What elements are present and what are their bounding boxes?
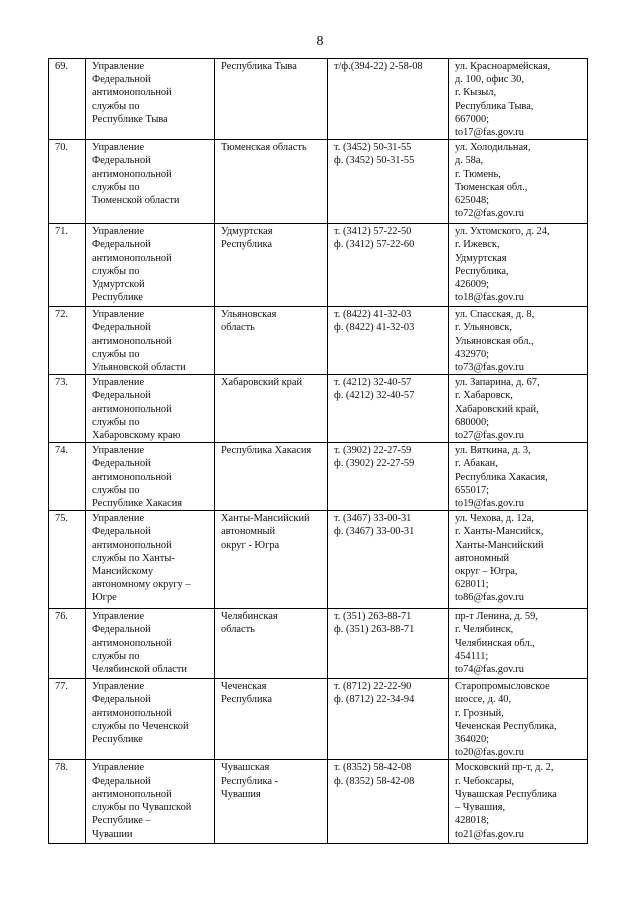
table-row (49, 140, 588, 224)
cell-line: службы по Ханты- (92, 552, 175, 564)
cell-line: ф. (351) 263-88-71 (334, 624, 415, 636)
table-row (49, 224, 588, 307)
cell-line: Федеральной (92, 239, 151, 251)
cell-line: антимонопольной (92, 87, 172, 99)
cell-line: to73@fas.gov.ru (455, 362, 524, 374)
cell-line: службы по (92, 348, 140, 360)
cell-line: область (221, 624, 255, 636)
cell-line: автономный (455, 552, 510, 564)
cell-line: 655017; (455, 484, 490, 496)
cell-line: т. (351) 263-88-71 (334, 611, 412, 623)
cell-line: Республике Хакасия (92, 498, 183, 510)
table-row (49, 59, 588, 140)
cell-line: Управление (92, 61, 145, 72)
row-number: 74. (49, 443, 86, 511)
cell-line: to72@fas.gov.ru (455, 208, 524, 220)
cell-line: to17@fas.gov.ru (455, 127, 524, 139)
phone-cell (328, 760, 449, 844)
cell-line: Чувашии (92, 828, 133, 840)
cell-line: Старопромысловское (455, 681, 550, 693)
cell-line: шоссе, д. 40, (455, 694, 512, 706)
cell-line: г. Грозный, (455, 707, 504, 719)
phone-cell (328, 443, 449, 511)
region-cell (215, 760, 328, 844)
cell-line: службы по (92, 265, 140, 277)
cell-line: to18@fas.gov.ru (455, 292, 524, 304)
phone-cell (328, 59, 449, 140)
organization-cell (86, 679, 215, 760)
cell-line: Управление (92, 309, 145, 321)
cell-line: ф. (3412) 57-22-60 (334, 239, 415, 251)
row-number: 70. (49, 140, 86, 224)
table-body (49, 59, 588, 844)
cell-line: Удмуртская (455, 252, 507, 264)
table-row (49, 307, 588, 375)
region-cell (215, 375, 328, 443)
table-row (49, 679, 588, 760)
cell-line: автономный (221, 526, 276, 538)
organization-cell (86, 307, 215, 375)
cell-line: округ – Югра, (455, 566, 518, 578)
cell-line: Республика (221, 239, 273, 251)
cell-line: ул. Красноармейская, (455, 61, 551, 72)
cell-line: Федеральной (92, 322, 151, 334)
cell-line: Ульяновской области (92, 362, 186, 374)
cell-line: to19@fas.gov.ru (455, 498, 524, 510)
cell-line: Управление (92, 445, 145, 457)
cell-line: Югре (92, 592, 117, 604)
cell-line: антимонопольной (92, 252, 172, 264)
cell-line: 426009; (455, 279, 490, 291)
cell-line: Республика Тыва, (455, 100, 534, 112)
phone-cell (328, 307, 449, 375)
cell-line: антимонопольной (92, 168, 172, 180)
cell-line: службы по Чувашской (92, 802, 192, 814)
cell-line: Управление (92, 611, 145, 623)
cell-line: Челябинская (221, 611, 278, 623)
cell-line: антимонопольной (92, 471, 172, 483)
region-cell (215, 511, 328, 609)
table-row (49, 375, 588, 443)
organization-cell (86, 443, 215, 511)
address-cell (449, 224, 588, 307)
address-cell (449, 375, 588, 443)
address-cell (449, 443, 588, 511)
cell-line: Республике – (92, 815, 151, 827)
address-cell (449, 140, 588, 224)
row-number: 78. (49, 760, 86, 844)
row-number: 77. (49, 679, 86, 760)
cell-line: Республике (92, 292, 143, 304)
phone-cell (328, 375, 449, 443)
cell-line: Чеченская (221, 681, 267, 693)
cell-line: 428018; (455, 815, 490, 827)
cell-line: Республика (221, 694, 273, 706)
cell-line: автономному округу – (92, 579, 191, 591)
cell-line: to86@fas.gov.ru (455, 592, 524, 604)
organization-cell (86, 609, 215, 679)
cell-line: Управление (92, 681, 145, 693)
cell-line: Чувашская (221, 762, 270, 774)
cell-line: Тюменской области (92, 195, 180, 207)
cell-line: округ - Югра (221, 539, 280, 551)
cell-line: Мансийскому (92, 566, 154, 578)
phone-cell (328, 679, 449, 760)
organization-cell (86, 375, 215, 443)
address-cell (449, 760, 588, 844)
cell-line: службы по (92, 416, 140, 428)
address-cell (449, 307, 588, 375)
row-number: 75. (49, 511, 86, 609)
phone-cell (328, 609, 449, 679)
cell-line: г. Абакан, (455, 458, 498, 470)
cell-line: ф. (4212) 32-40-57 (334, 390, 415, 402)
address-cell (449, 609, 588, 679)
cell-line: Ханты-Мансийский (455, 539, 544, 551)
address-cell (449, 679, 588, 760)
region-cell (215, 140, 328, 224)
cell-line: to74@fas.gov.ru (455, 664, 524, 676)
cell-line: ф. (3902) 22-27-59 (334, 458, 415, 470)
organization-cell (86, 760, 215, 844)
cell-line: службы по (92, 650, 140, 662)
cell-line: to20@fas.gov.ru (455, 747, 524, 759)
cell-line: г. Ульяновск, (455, 322, 513, 334)
cell-line: Хабаровский край (221, 377, 303, 389)
cell-line: Хабаровскому краю (92, 430, 181, 442)
cell-line: д. 100, офис 30, (455, 74, 524, 86)
cell-line: ф. (8422) 41-32-03 (334, 322, 415, 334)
cell-line: антимонопольной (92, 788, 172, 800)
phone-cell (328, 224, 449, 307)
cell-line: т/ф.(394-22) 2-58-08 (334, 61, 423, 72)
cell-line: Управление (92, 377, 145, 389)
cell-line: т. (4212) 32-40-57 (334, 377, 412, 389)
organization-cell (86, 140, 215, 224)
cell-line: д. 58а, (455, 155, 484, 167)
cell-line: Тюменская область (221, 142, 307, 154)
region-cell (215, 307, 328, 375)
cell-line: ф. (8712) 22-34-94 (334, 694, 415, 706)
row-number: 73. (49, 375, 86, 443)
cell-line: Чувашия (221, 788, 261, 800)
cell-line: службы по Чеченской (92, 720, 189, 732)
phone-cell (328, 140, 449, 224)
page-number: 8 (316, 34, 324, 49)
cell-line: Федеральной (92, 694, 151, 706)
cell-line: Федеральной (92, 390, 151, 402)
cell-line: т. (3452) 50-31-55 (334, 142, 412, 154)
cell-line: Управление (92, 762, 145, 774)
cell-line: to21@fas.gov.ru (455, 828, 524, 840)
cell-line: – Чувашия, (455, 802, 506, 814)
cell-line: Федеральной (92, 458, 151, 470)
cell-line: антимонопольной (92, 403, 172, 415)
cell-line: ул. Вяткина, д. 3, (455, 445, 531, 457)
cell-line: 680000; (455, 416, 490, 428)
row-number: 76. (49, 609, 86, 679)
cell-line: антимонопольной (92, 539, 172, 551)
cell-line: Тюменская обл., (455, 181, 528, 193)
cell-line: Федеральной (92, 775, 151, 787)
row-number: 72. (49, 307, 86, 375)
cell-line: г. Хабаровск, (455, 390, 513, 402)
cell-line: Управление (92, 226, 145, 238)
cell-line: Челябинская обл., (455, 637, 535, 649)
cell-line: Республика Хакасия, (455, 471, 548, 483)
organization-cell (86, 59, 215, 140)
cell-line: службы по (92, 181, 140, 193)
address-cell (449, 511, 588, 609)
cell-line: 454111; (455, 650, 489, 662)
table-row (49, 443, 588, 511)
cell-line: Республике (92, 734, 143, 746)
cell-line: Федеральной (92, 526, 151, 538)
cell-line: ул. Ухтомского, д. 24, (455, 226, 550, 238)
cell-line: г. Ханты-Мансийск, (455, 526, 544, 538)
directory-table (48, 58, 588, 844)
table-row (49, 511, 588, 609)
cell-line: 625048; (455, 195, 490, 207)
cell-line: Ульяновская обл., (455, 335, 534, 347)
cell-line: Московский пр-т, д. 2, (455, 762, 554, 774)
cell-line: службы по (92, 484, 140, 496)
cell-line: Ханты-Мансийский (221, 513, 310, 525)
row-number: 71. (49, 224, 86, 307)
cell-line: антимонопольной (92, 335, 172, 347)
cell-line: Управление (92, 142, 145, 154)
cell-line: Удмуртской (92, 279, 145, 291)
cell-line: ф. (8352) 58-42-08 (334, 775, 415, 787)
cell-line: Республика, (455, 265, 509, 277)
cell-line: г. Челябинск, (455, 624, 514, 636)
cell-line: г. Кызыл, (455, 87, 497, 99)
cell-line: т. (3902) 22-27-59 (334, 445, 412, 457)
cell-line: Республике Тыва (92, 113, 168, 125)
cell-line: Управление (92, 513, 145, 525)
cell-line: Республика Хакасия (221, 445, 312, 457)
cell-line: 364020; (455, 734, 490, 746)
cell-line: Чувашская Республика (455, 788, 557, 800)
address-cell (449, 59, 588, 140)
cell-line: т. (8352) 58-42-08 (334, 762, 412, 774)
region-cell (215, 609, 328, 679)
cell-line: 628011; (455, 579, 489, 591)
cell-line: т. (8422) 41-32-03 (334, 309, 412, 321)
cell-line: Федеральной (92, 74, 151, 86)
cell-line: пр-т Ленина, д. 59, (455, 611, 538, 623)
cell-line: ул. Спасская, д. 8, (455, 309, 535, 321)
organization-cell (86, 224, 215, 307)
cell-line: Федеральной (92, 155, 151, 167)
cell-line: Чеченская Республика, (455, 720, 557, 732)
region-cell (215, 443, 328, 511)
row-number: 69. (49, 59, 86, 140)
table-row (49, 760, 588, 844)
cell-line: т. (8712) 22-22-90 (334, 681, 412, 693)
cell-line: 432970; (455, 348, 490, 360)
cell-line: 667000; (455, 113, 490, 125)
cell-line: ф. (3452) 50-31-55 (334, 155, 415, 167)
region-cell (215, 224, 328, 307)
cell-line: Федеральной (92, 624, 151, 636)
cell-line: г. Чебоксары, (455, 775, 515, 787)
cell-line: г. Тюмень, (455, 168, 501, 180)
cell-line: т. (3467) 33-00-31 (334, 513, 412, 525)
cell-line: службы по (92, 100, 140, 112)
table-row (49, 609, 588, 679)
cell-line: Республика - (221, 775, 279, 787)
cell-line: Удмуртская (221, 226, 273, 238)
cell-line: Челябинской области (92, 664, 187, 676)
cell-line: Ульяновская (221, 309, 277, 321)
cell-line: т. (3412) 57-22-50 (334, 226, 412, 238)
cell-line: антимонопольной (92, 707, 172, 719)
cell-line: г. Ижевск, (455, 239, 500, 251)
cell-line: область (221, 322, 255, 334)
phone-cell (328, 511, 449, 609)
region-cell (215, 59, 328, 140)
cell-line: Республика Тыва (221, 61, 297, 72)
cell-line: ул. Запарина, д. 67, (455, 377, 540, 389)
organization-cell (86, 511, 215, 609)
cell-line: ф. (3467) 33-00-31 (334, 526, 415, 538)
cell-line: Хабаровский край, (455, 403, 539, 415)
region-cell (215, 679, 328, 760)
cell-line: ул. Холодильная, (455, 142, 531, 154)
cell-line: to27@fas.gov.ru (455, 430, 524, 442)
cell-line: антимонопольной (92, 637, 172, 649)
cell-line: ул. Чехова, д. 12а, (455, 513, 534, 525)
